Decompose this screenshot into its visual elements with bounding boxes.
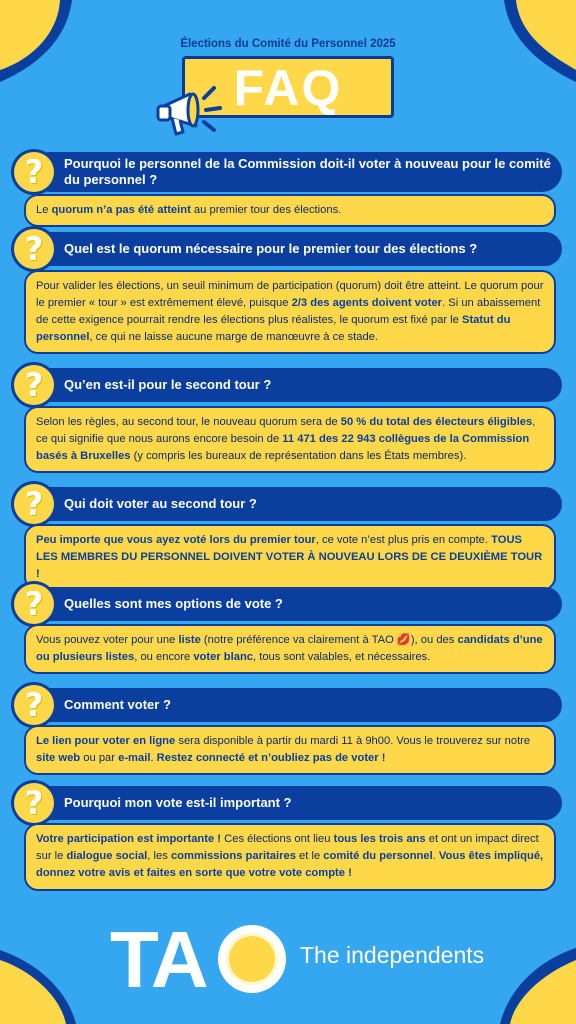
question-mark-icon <box>14 685 54 725</box>
faq-question-7 <box>30 786 562 820</box>
question-text: Qui doit voter au second tour ? <box>64 496 257 511</box>
answer-text: Vous pouvez voter pour une <box>36 634 179 646</box>
question-text: Pourquoi mon vote est-il important ? <box>64 795 292 810</box>
answer-text: et ont un impact direct sur le <box>36 833 539 862</box>
answer-text: Selon les règles, au second tour, le nouveau quorum sera de <box>36 416 341 428</box>
answer-text: (y compris les bureaux de représentation dans les États membres). <box>130 450 467 462</box>
answer-highlight: Statut du personnel <box>36 314 511 343</box>
question-mark-glyph: ? <box>24 153 44 191</box>
question-text: Qu’en est-il pour le second tour ? <box>64 377 272 392</box>
answer-text: , ce qui ne laisse aucune marge de manœuvre à ce stade. <box>89 331 379 343</box>
answer-text: ou par <box>80 752 119 764</box>
question-text: Quelles sont mes options de vote ? <box>64 596 283 611</box>
answer-highlight: 50 % du total des électeurs éligibles <box>340 416 533 428</box>
answer-highlight: voter blanc <box>193 651 254 663</box>
answer-highlight: Vous êtes impliqué, donnez votre avis et faites en sorte que votre vote compte ! <box>36 850 544 879</box>
answer-text: , les <box>147 850 171 862</box>
faq-answer-5 <box>24 624 556 674</box>
answer-highlight: quorum n’a pas été atteint <box>51 204 191 216</box>
answer-text: . Si un abaissement de cette exigence pourrait rendre les élections plus réalistes, le quorum est fixé par le <box>36 297 541 326</box>
election-subtitle: Élections du Comité du Personnel 2025 <box>180 38 396 50</box>
megaphone-icon <box>150 72 230 142</box>
question-mark-icon <box>14 152 54 192</box>
answer-text: Le <box>36 204 52 216</box>
faq-answer-1 <box>24 194 556 227</box>
faq-question-2 <box>30 232 562 266</box>
answer-text: et le <box>295 850 324 862</box>
faq-title: FAQ <box>233 60 343 116</box>
question-mark-icon <box>14 484 54 524</box>
answer-highlight: Votre participation est importante ! <box>36 833 222 845</box>
answer-highlight: site web <box>36 752 81 764</box>
question-mark-glyph: ? <box>24 585 44 623</box>
answer-text: . <box>432 850 439 862</box>
answer-highlight: TOUS LES MEMBRES DU PERSONNEL DOIVENT VOTER À NOUVEAU LORS DE CE DEUXIÈME TOUR ! <box>36 534 543 580</box>
answer-text: sera disponible à partir du mardi 11 à 9h00. Vous le trouverez sur notre <box>175 735 531 747</box>
faq-question-3 <box>30 368 562 402</box>
answer-text: . <box>150 752 157 764</box>
answer-text: (notre préférence va clairement à TAO 💋), ou des <box>200 634 458 646</box>
answer-text: , tous sont valables, et nécessaires. <box>253 651 431 663</box>
question-mark-glyph: ? <box>24 485 44 523</box>
answer-highlight: Restez connecté et n’oubliez pas de voter ! <box>156 752 386 764</box>
faq-question-5 <box>30 587 562 621</box>
tagline: The independents <box>300 942 485 968</box>
question-mark-glyph: ? <box>24 366 44 404</box>
faq-question-4 <box>30 487 562 521</box>
answer-highlight: liste <box>178 634 201 646</box>
faq-answer-3 <box>24 406 556 473</box>
faq-answer-2 <box>24 270 556 354</box>
faq-question-1 <box>30 152 562 192</box>
answer-highlight: dialogue social <box>66 850 148 862</box>
question-mark-glyph: ? <box>24 686 44 724</box>
faq-question-6 <box>30 688 562 722</box>
faq-answer-4 <box>24 524 556 591</box>
tao-logo-inner-circle <box>226 933 278 985</box>
answer-highlight: comité du personnel <box>323 850 433 862</box>
question-text: Quel est le quorum nécessaire pour le premier tour des élections ? <box>64 241 478 256</box>
answer-highlight: tous les trois ans <box>333 833 426 845</box>
answer-text: Pour valider les élections, un seuil minimum de participation (quorum) doit être atteint. Le quorum pour le premier « tour » est extrêmement élevé, puisque <box>36 280 544 309</box>
answer-highlight: 2/3 des agents doivent voter <box>291 297 443 309</box>
answer-highlight: commissions paritaires <box>170 850 296 862</box>
answer-text: , ce vote n’est plus pris en compte. <box>315 534 492 546</box>
question-mark-icon <box>14 584 54 624</box>
faq-answer-6 <box>24 725 556 775</box>
question-mark-glyph: ? <box>24 784 44 822</box>
question-mark-icon <box>14 365 54 405</box>
answer-highlight: Peu importe que vous ayez voté lors du premier tour <box>36 534 316 546</box>
answer-text: , ou encore <box>134 651 194 663</box>
answer-text: Ces élections ont lieu <box>221 833 334 845</box>
answer-highlight: 11 471 des 22 943 collègues de la Commission basés à Bruxelles <box>36 433 530 462</box>
faq-answer-7 <box>24 823 556 891</box>
tao-logo-text: TA <box>110 915 207 1004</box>
question-mark-icon <box>14 229 54 269</box>
question-text: Pourquoi le personnel de la Commission doit-il voter à nouveau pour le comité du personnel ? <box>64 156 551 187</box>
question-text: Comment voter ? <box>64 697 171 712</box>
question-mark-glyph: ? <box>24 230 44 268</box>
question-mark-icon <box>14 783 54 823</box>
answer-highlight: candidats d’une ou plusieurs listes <box>36 634 543 663</box>
answer-text: au premier tour des élections. <box>190 204 342 216</box>
answer-highlight: e-mail <box>118 752 151 764</box>
answer-highlight: Le lien pour voter en ligne <box>36 735 176 747</box>
answer-text: , ce qui signifie que nous aurons encore besoin de <box>36 416 536 445</box>
